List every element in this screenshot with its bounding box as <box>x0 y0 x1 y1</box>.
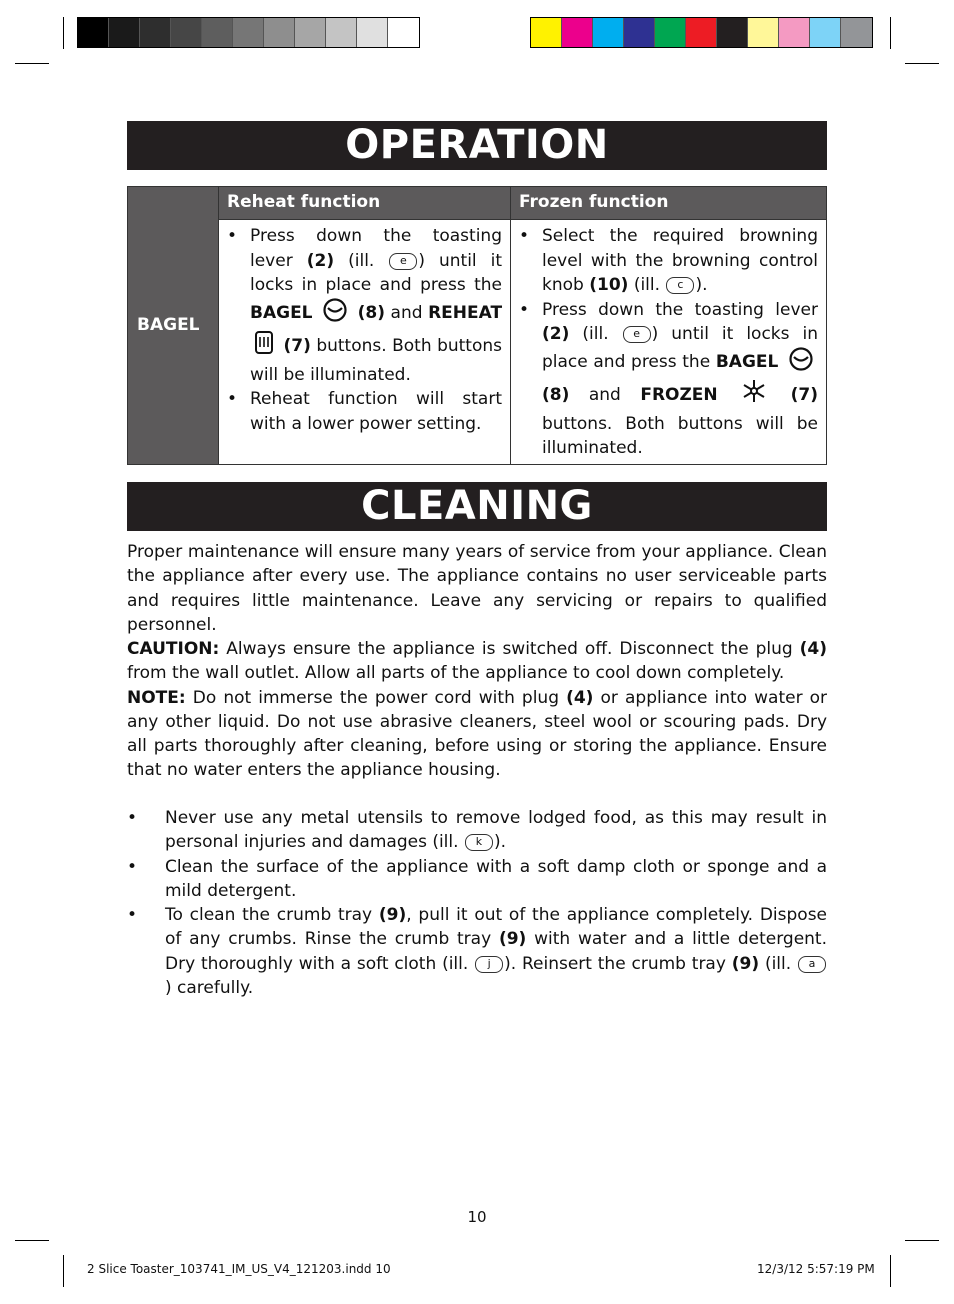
color-swatch <box>717 18 748 47</box>
caution-paragraph: CAUTION: Always ensure the appliance is switched off. Disconnect the plug (4) from the wall outlet. Allow all parts of the appliance to cool down completely. <box>127 639 828 684</box>
color-bar <box>530 17 873 48</box>
color-swatch <box>295 18 326 47</box>
list-item: • Reheat function will start with a lower power setting. <box>227 387 502 436</box>
color-swatch <box>748 18 779 47</box>
note-paragraph: NOTE: Do not immerse the power cord with plug (4) or appliance into water or any other liquid. Do not use abrasive cleaners, steel wool or scouring pads. Dry all parts thoroughly after cleaning, before using or storing the appliance. Ensure that no water enters the appliance housing. <box>127 687 828 781</box>
color-swatch <box>531 18 562 47</box>
cleaning-title: CLEANING <box>127 482 827 531</box>
color-swatch <box>593 18 624 47</box>
color-swatch <box>109 18 140 47</box>
slug-timestamp: 12/3/12 5:57:19 PM <box>757 1262 875 1276</box>
list-item: • Never use any metal utensils to remove lodged food, as this may result in personal injuries and damages (ill. k ). <box>127 808 827 853</box>
crop-mark <box>905 1240 939 1241</box>
slug-filename: 2 Slice Toaster_103741_IM_US_V4_121203.indd 10 <box>87 1262 391 1276</box>
snowflake-icon <box>741 378 767 412</box>
frozen-cell <box>511 220 827 465</box>
list-item: • To clean the crumb tray (9), pull it out of the appliance completely. Dispose of any crumbs. Rinse the crumb tray (9) with water and a little detergent. Dry thoroughly with a soft cloth (ill. j ). Reinsert the crumb tray (9) (ill. a) carefully. <box>127 905 828 999</box>
row-header-bagel: BAGEL <box>128 187 219 465</box>
ill-reference: e <box>623 326 651 343</box>
ill-reference: a <box>798 956 826 973</box>
bagel-icon <box>788 347 814 379</box>
page-number: 10 <box>467 1208 487 1226</box>
crop-mark <box>15 1240 49 1241</box>
color-swatch <box>140 18 171 47</box>
crop-mark <box>15 63 49 64</box>
list-item: • Press down the toasting lever (2) (ill. e ) until it locks in place and press the BAGEL (8) and REHEAT (7) buttons. Both buttons will be illuminated. <box>227 224 502 387</box>
list-item: • Select the required browning level with the browning control knob (10) (ill. c ). <box>519 224 818 298</box>
color-swatch <box>686 18 717 47</box>
color-swatch <box>202 18 233 47</box>
cleaning-intro: Proper maintenance will ensure many years of service from your appliance. Clean the appliance after every use. The appliance contains no user serviceable parts and requires little maintenance. Leave any servicing or repairs to qualified personnel. <box>127 542 827 635</box>
crop-mark <box>890 1255 891 1287</box>
crop-mark <box>890 17 891 49</box>
reheat-icon <box>254 329 274 363</box>
ill-reference: e <box>389 253 417 270</box>
ill-reference: k <box>465 834 493 851</box>
bagel-icon <box>322 298 348 330</box>
crop-mark <box>63 1255 64 1287</box>
col-header-frozen: Frozen function <box>511 187 827 220</box>
caution-note-block <box>127 637 827 783</box>
col-header-reheat: Reheat function <box>219 187 511 220</box>
color-swatch <box>562 18 593 47</box>
crop-mark <box>63 17 64 49</box>
color-swatch <box>78 18 109 47</box>
operation-title: OPERATION <box>127 121 827 170</box>
color-swatch <box>388 18 419 47</box>
color-swatch <box>264 18 295 47</box>
color-swatch <box>624 18 655 47</box>
grayscale-bar <box>77 17 420 48</box>
list-item: • Clean the surface of the appliance with a soft damp cloth or sponge and a mild detergent. <box>127 856 827 901</box>
list-item: • Press down the toasting lever (2) (ill. e ) until it locks in place and press the BAGEL (8) and FROZEN (7) buttons. Both buttons will be illuminated. <box>519 298 818 461</box>
ill-reference: c <box>666 277 694 294</box>
ill-reference: j <box>475 956 503 973</box>
color-swatch <box>326 18 357 47</box>
reheat-cell <box>219 220 511 465</box>
color-swatch <box>810 18 841 47</box>
operation-table <box>127 186 827 465</box>
color-swatch <box>655 18 686 47</box>
color-swatch <box>779 18 810 47</box>
crop-mark <box>905 63 939 64</box>
color-swatch <box>841 18 872 47</box>
color-swatch <box>233 18 264 47</box>
cleaning-list <box>127 806 827 1000</box>
color-swatch <box>357 18 388 47</box>
color-swatch <box>171 18 202 47</box>
